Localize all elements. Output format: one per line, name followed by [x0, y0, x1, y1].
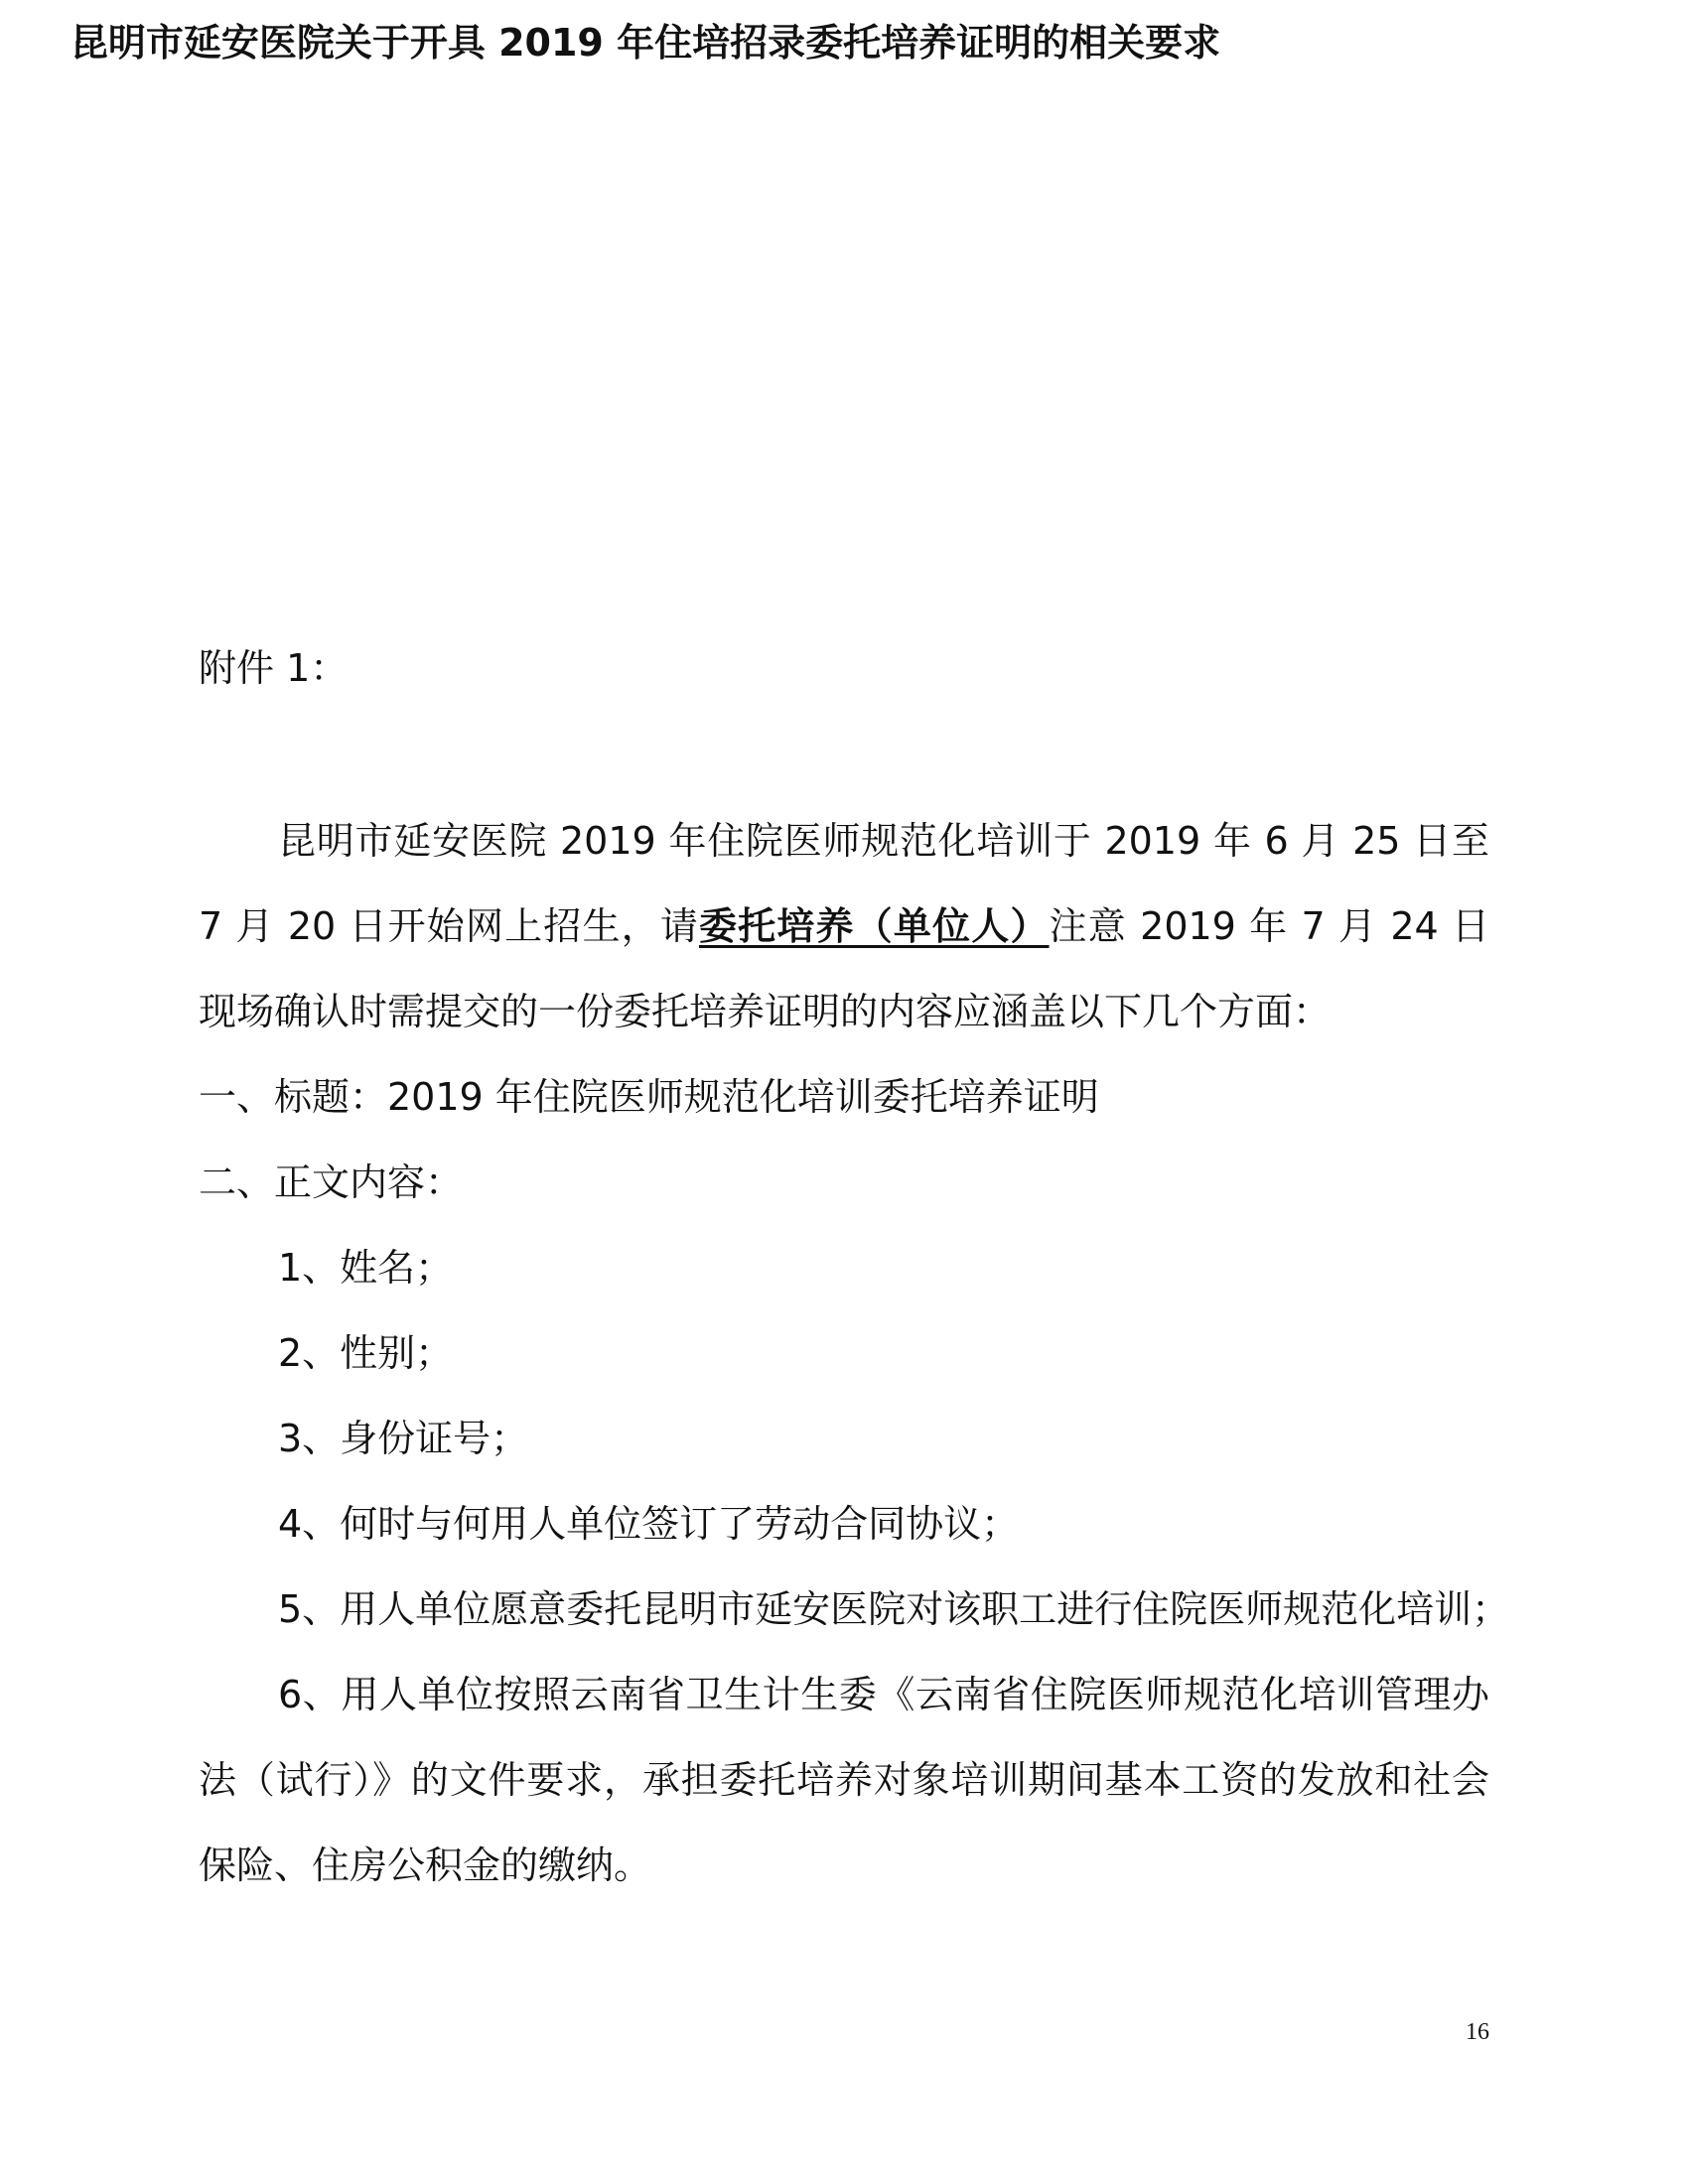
- intro-text-part1: 昆明市延安医院 2019 年住院医师规范化培训于 2019 年 6 月 25 日至 7 月 20 日开始网上招生，请: [199, 819, 1489, 948]
- list-item-entrust: 5、用人单位愿意委托昆明市延安医院对该职工进行住院医师规范化培训；: [278, 1587, 1510, 1631]
- section-one-heading: 一、标题：2019 年住院医师规范化培训委托培养证明: [199, 1075, 1099, 1119]
- page-number: 16: [1466, 2019, 1489, 2045]
- intro-paragraph: [199, 798, 1489, 1054]
- attachment-label: 附件 1：: [199, 646, 349, 690]
- list-item-obligations: 6、用人单位按照云南省卫生计生委《云南省住院医师规范化培训管理办法（试行）》的文件要求，承担委托培养对象培训期间基本工资的发放和社会保险、住房公积金的缴纳。: [199, 1673, 1489, 1887]
- intro-text-part2: 注意 2019 年 7 月 24 日现场确认时需提交的一份委托培养证明的内容应涵盖以下几个方面：: [199, 904, 1489, 1033]
- document-title: 昆明市延安医院关于开具 2019 年住培招录委托培养证明的相关要求: [70, 21, 1221, 65]
- list-item-contract: 4、何时与何用人单位签订了劳动合同协议；: [278, 1502, 1020, 1546]
- intro-underlined-text: 委托培养（单位人）: [699, 904, 1050, 948]
- list-item-id-number: 3、身份证号；: [278, 1417, 529, 1460]
- section-two-heading: 二、正文内容：: [199, 1160, 464, 1204]
- list-item-gender: 2、性别；: [278, 1331, 454, 1375]
- list-item-name: 1、姓名；: [278, 1246, 454, 1290]
